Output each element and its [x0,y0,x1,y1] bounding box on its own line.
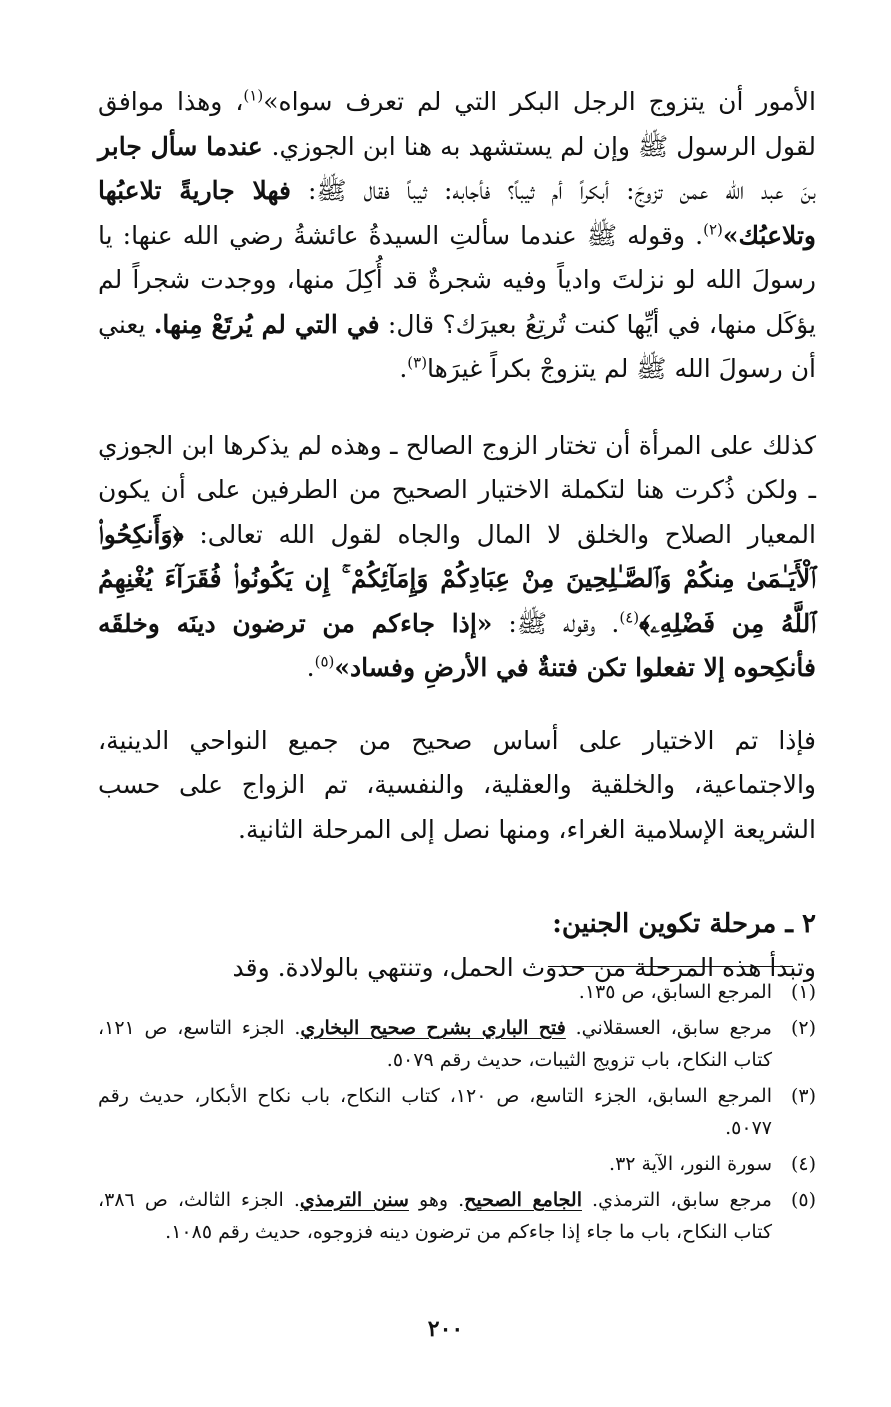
footnote-number: (٢) [790,1017,816,1039]
hadith-quote: في التي لم يُرتَعْ مِنها. [153,309,380,339]
text-run: الأمور أن يتزوج الرجل البكر التي لم تعرف سواه» [263,87,816,116]
footnotes [98,976,816,1252]
text-run: . وقوله ﷺ عندما سألتِ السيدةُ عائشةُ رضي الله عنها: يا رسولَ الله لو نزلتَ وادياً وفيه شجرةٌ قد أُكِلَ منها، ووجدت شجراً لم يؤكَل منها، في أيِّها كنت تُرتِعُ بعيرَك؟ قال: [98,220,816,339]
text-run: . [306,653,315,682]
footnote-number: (٤) [790,1153,816,1175]
footnote-3 [98,1080,816,1144]
footnote-divider [548,966,793,967]
hadith-quote: فهلا جاريةً تلاعبُها وتلاعبُك» [98,176,816,250]
footnote-ref-2[interactable]: (٢) [703,220,723,239]
footnote-1 [98,976,816,1008]
quran-verse: ﴿وَأَنكِحُوا۟ ٱلْأَيَـٰمَىٰ مِنكُمْ وَٱلصَّـٰلِحِينَ مِنْ عِبَادِكُمْ وَإِمَآئِكُمْ ۚ إِن يَكُونُوا۟ فُقَرَآءَ يُغْنِهِمُ ٱللَّهُ مِن فَضْلِهِۦ﴾ [98,519,816,638]
text-run: بنَ عبد الله عمن تزوجَ: أبكراً أم ثيباً؟ فأجابه: ثيباً فقال ﷺ: [290,176,816,205]
footnote-ref-4[interactable]: (٤) [619,608,640,627]
text-run: . وقوله ﷺ: [492,608,620,638]
paragraph-3: فإذا تم الاختيار على أساس صحيح من جميع النواحي الدينية، والاجتماعية، والخلقية والعقلية، والنفسية، تم الزواج على حسب الشريعة الإسلامية الغراء، ومنها نصل إلى المرحلة الثانية. [98,725,816,844]
footnote-number: (١) [790,981,816,1003]
section-heading: ٢ ـ مرحلة تكوين الجنين: [552,909,816,939]
text-run-bold: عندما سأل جابر [98,131,272,161]
text-run: مرجع سابق، الترمذي. [581,1189,772,1211]
paragraph-4: وتبدأ هذه المرحلة من حدوث الحمل، وتنتهي بالولادة. وقد [232,953,816,982]
footnote-text: سورة النور، الآية ٣٢. [609,1153,772,1175]
footnote-number: (٥) [790,1189,816,1211]
hadith-quote: «إذا جاءكم من ترضون دينَه وخلقَه فأنكِحوه إلا تفعلوا تكن فتنةٌ في الأرضِ وفساد» [98,608,816,682]
text-run: . وهو [408,1189,465,1211]
book-title: سنن الترمذي [299,1189,409,1211]
text-run: . [399,354,408,383]
footnote-4 [98,1148,816,1180]
footnote-5 [98,1184,816,1248]
book-title: الجامع الصحيح [464,1189,582,1211]
text-run: . الجزء الثالث، ص ٣٨٦، كتاب النكاح، باب ما جاء إذا جاءكم من ترضون دينه فزوجوه، حديث رقم ١٠٨٥. [98,1189,772,1243]
page-body [98,80,816,991]
paragraph-2 [98,424,816,691]
text-run: يعني أن رسولَ الله ﷺ لم يتزوجْ بكراً غيرَها [98,309,816,383]
text-run: مرجع سابق، العسقلاني. [565,1017,772,1039]
footnote-ref-3[interactable]: (٣) [407,353,428,372]
footnote-text: المرجع السابق، الجزء التاسع، ص ١٢٠، كتاب النكاح، باب نكاح الأبكار، حديث رقم ٥٠٧٧. [98,1085,772,1139]
footnote-text [98,1184,772,1248]
footnote-text: المرجع السابق، ص ١٣٥. [578,981,772,1003]
text-run: . الجزء التاسع، ص ١٢١، كتاب النكاح، باب تزويج الثيبات، حديث رقم ٥٠٧٩. [98,1017,772,1071]
text-run: ، وهذا موافق لقول الرسول ﷺ وإن لم يستشهد به هنا ابن الجوزي. [98,87,816,161]
footnote-ref-5[interactable]: (٥) [314,652,335,671]
footnote-2 [98,1012,816,1076]
footnote-ref-1[interactable]: (١) [243,86,264,105]
footnote-text [98,1012,772,1076]
book-title: فتح الباري بشرح صحيح البخاري [300,1017,566,1039]
paragraph-1 [98,80,816,392]
footnote-number: (٣) [790,1085,816,1107]
text-run: كذلك على المرأة أن تختار الزوج الصالح ـ وهذه لم يذكرها ابن الجوزي ـ ولكن ذُكرت هنا لتكملة الاختيار الصحيح من الطرفين على أن يكون المعيار الصلاح والخلق لا المال والجاه لقول الله تعالى: [98,430,816,549]
page-number: ٢٠٠ [427,1316,464,1342]
